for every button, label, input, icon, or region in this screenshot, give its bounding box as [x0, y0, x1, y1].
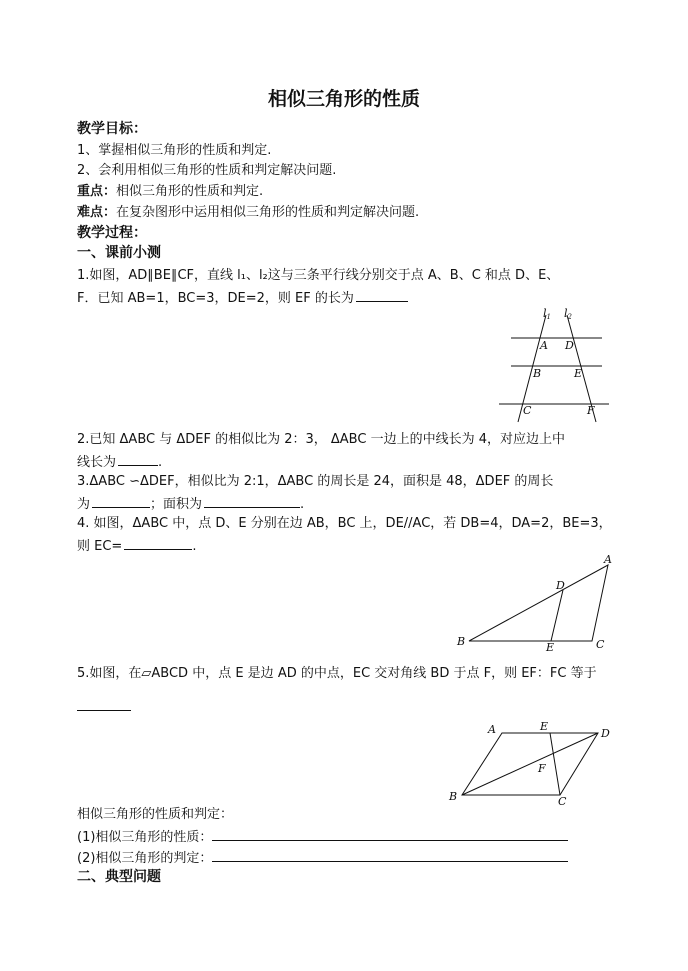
- question-3-text-a: 为: [77, 497, 91, 512]
- objectives-heading: 教学目标：: [77, 121, 147, 137]
- difficulty-point: [77, 204, 419, 222]
- section-2-heading: 二、典型问题: [77, 869, 161, 885]
- label-e: E: [540, 720, 549, 733]
- question-1-line-2: [77, 288, 408, 308]
- figure-triangle: [452, 552, 622, 652]
- difficulty-text: 在复杂图形中运用相似三角形的性质和判定解决问题.: [116, 205, 420, 220]
- answer-blank: [118, 452, 158, 466]
- answer-blank: [124, 536, 192, 550]
- label-f: F: [538, 762, 546, 775]
- question-4-line-1: 4. 如图，ΔABC 中，点 D、E 分别在边 AB，BC 上，DE//AC，若 DB=4，DA=2，BE=3，: [77, 516, 612, 531]
- label-l1: l1: [543, 307, 551, 321]
- question-5-line-1: 5.如图，在▱ABCD 中，点 E 是边 AD 的中点，EC 交对角线 BD 于点 F，则 EF：FC 等于: [77, 666, 597, 681]
- label-b: B: [457, 635, 466, 648]
- answer-blank: [77, 697, 131, 711]
- answer-blank: [356, 288, 408, 302]
- label-l2: l2: [564, 307, 572, 321]
- key-point: [77, 183, 263, 201]
- process-heading: 教学过程：: [77, 225, 147, 241]
- label-c: C: [558, 795, 567, 808]
- question-1-text: F．已知 AB=1，BC=3，DE=2，则 EF 的长为: [77, 291, 354, 306]
- label-f: F: [587, 404, 595, 417]
- question-5-line-2: [77, 697, 131, 717]
- summary-1-label: (1)相似三角形的性质：: [77, 830, 213, 845]
- question-1-line-1: 1.如图，AD∥BE∥CF，直线 l₁、l₂这与三条平行线分别交于点 A、B、C 和点 D、E、: [77, 268, 560, 283]
- key-label: 重点：: [77, 184, 117, 199]
- label-b: B: [449, 790, 458, 803]
- question-2-line-1: 2.已知 ΔABC 与 ΔDEF 的相似比为 2：3， ΔABC 一边上的中线长为 4，对应边上中: [77, 432, 565, 447]
- segment-de: [551, 590, 563, 641]
- summary-2-label: (2)相似三角形的判定：: [77, 851, 213, 866]
- label-c: C: [596, 638, 605, 651]
- label-a: A: [604, 553, 612, 566]
- summary-1: [77, 827, 568, 847]
- section-1-heading: 一、课前小测: [77, 245, 161, 261]
- difficulty-label: 难点：: [77, 205, 117, 220]
- label-e: E: [574, 367, 583, 380]
- question-3-text-b: ；面积为: [150, 497, 203, 512]
- question-3-line-2: 为 ；面积为 .: [77, 494, 304, 514]
- label-d: D: [601, 727, 610, 740]
- label-d: D: [556, 579, 565, 592]
- figure-parallel-lines: [497, 305, 617, 423]
- page-title: 相似三角形的性质: [267, 88, 420, 110]
- label-a: A: [540, 339, 548, 352]
- label-e: E: [546, 641, 555, 654]
- key-text: 相似三角形的性质和判定.: [116, 184, 264, 199]
- objective-1: 1、掌握相似三角形的性质和判定.: [77, 143, 272, 158]
- triangle-abc: [469, 565, 608, 641]
- answer-blank: [212, 827, 568, 841]
- label-b: B: [533, 367, 542, 380]
- objective-2: 2、会利用相似三角形的性质和判定解决问题.: [77, 163, 337, 178]
- answer-blank: [212, 848, 568, 862]
- summary-heading: 相似三角形的性质和判定：: [77, 807, 234, 822]
- segment-ec: [550, 733, 560, 795]
- question-2-text: 线长为: [77, 455, 117, 470]
- question-4-text: 则 EC=: [77, 539, 123, 554]
- label-a: A: [488, 723, 496, 736]
- question-3-line-1: 3.ΔABC ∽ΔDEF，相似比为 2:1，ΔABC 的周长是 24，面积是 48，ΔDEF 的周长: [77, 474, 554, 489]
- label-d: D: [565, 339, 574, 352]
- question-4-line-2: 则 EC= .: [77, 536, 196, 556]
- figure-parallelogram: [446, 716, 621, 810]
- answer-blank: [92, 494, 150, 508]
- question-2-line-2: 线长为 .: [77, 452, 162, 472]
- answer-blank: [204, 494, 300, 508]
- label-c: C: [523, 404, 532, 417]
- summary-2: [77, 848, 568, 868]
